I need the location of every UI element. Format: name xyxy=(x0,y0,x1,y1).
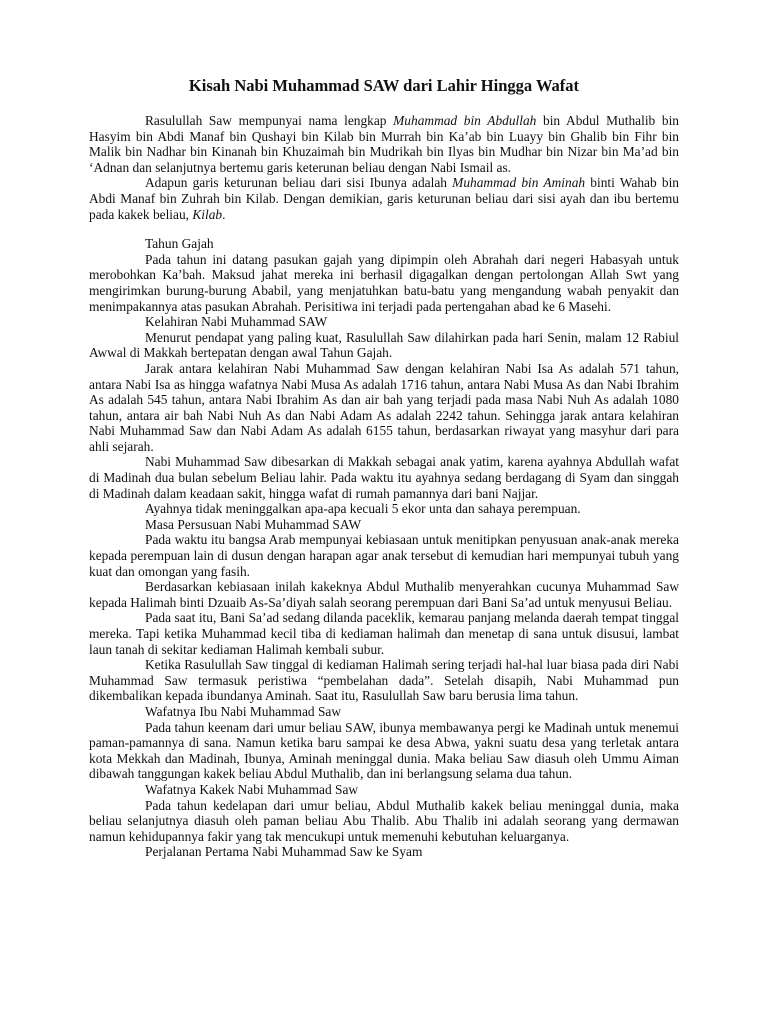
heading-tahun-gajah: Tahun Gajah xyxy=(145,236,214,252)
heading-persusuan: Masa Persusuan Nabi Muhammad SAW xyxy=(145,516,362,532)
emphasis-kilab: Kilab xyxy=(192,206,223,222)
heading-perjalanan-syam: Perjalanan Pertama Nabi Muhammad Saw ke Syam xyxy=(145,844,423,860)
paragraph-warisan: Ayahnya tidak meninggalkan apa-apa kecuali 5 ekor unta dan sahaya perempuan. xyxy=(145,501,581,517)
paragraph-lineage-mother: Adapun garis keturunan beliau dari sisi Ibunya adalah Muhammad bin Aminah binti Wahab bin Abdi Manaf bin Zuhrah bin Kilab. Dengan demikian, garis keturunan beliau dari sisi ayah dan ibu bertemu pada kakek beliau, Kilab. xyxy=(89,175,679,222)
heading-wafat-kakek: Wafatnya Kakek Nabi Muhammad Saw xyxy=(145,781,359,797)
paragraph-tahun-gajah: Pada tahun ini datang pasukan gajah yang dipimpin oleh Abrahah dari negeri Habasyah untuk merobohkan Ka’bah. Maksud jahat mereka ini berhasil digagalkan dengan pertolongan Allah Swt yang mengirimkan burung-burung Ababil, yang menjatuhkan batu-batu yang mengandung wabah penyakit dan menimpakannya atas pasukan Abrahah. Perisitiwa ini terjadi pada pertengahan abad ke 6 Masehi. xyxy=(89,251,679,314)
heading-wafat-ibu: Wafatnya Ibu Nabi Muhammad Saw xyxy=(145,703,342,719)
emphasis-full-name: Muhammad bin Abdullah xyxy=(393,113,537,128)
paragraph-jarak-kelahiran: Jarak antara kelahiran Nabi Muhammad Saw dengan kelahiran Nabi Isa As adalah 571 tahun, antara Nabi Isa as hingga wafatnya Nabi Musa As adalah 1716 tahun, antara Nabi Musa As dan Nabi Ibrahim As adalah 545 tahun, antara Nabi Ibrahim As dan air bah yang terjadi pada masa Nabi Nuh As adalah 1080 tahun, antara air bah Nabi Nuh As dan Nabi Adam As adalah 2242 tahun. Sehingga jarak antara kelahiran Nabi Muhammad Saw dan Nabi Adam As adalah 6155 tahun, berdasarkan riwayat yang masyhur dari para ahli sejarah. xyxy=(89,360,679,454)
paragraph-kelahiran: Menurut pendapat yang paling kuat, Rasulullah Saw dilahirkan pada hari Senin, malam 12 Rabiul Awwal di Makkah bertepatan dengan awal Tahun Gajah. xyxy=(89,329,679,361)
spacer xyxy=(89,222,679,236)
paragraph-lineage-father: Rasulullah Saw mempunyai nama lengkap Muhammad bin Abdullah bin Abdul Muthalib bin Hasyim bin Abdi Manaf bin Qushayi bin Kilab bin Murrah bin Ka’ab bin Luayy bin Ghalib bin Fihr bin Malik bin Nadhar bin Kinanah bin Khuzaimah bin Mudrikah bin Ilyas bin Mudhar bin Nizar bin Ma’ad bin ‘Adnan dan selanjutnya bertemu garis keterunan beliau dengan Nabi Ismail as. xyxy=(89,113,679,175)
paragraph-pembelahan-dada: Ketika Rasulullah Saw tinggal di kediaman Halimah sering terjadi hal-hal luar biasa pada diri Nabi Muhammad Saw termasuk peristiwa “pembelahan dada”. Setelah disapih, Nabi Muhammad pun dikembalikan kepada ibundanya Aminah. Saat itu, Rasulullah Saw baru berusia lima tahun. xyxy=(89,657,679,704)
heading-kelahiran: Kelahiran Nabi Muhammad SAW xyxy=(145,314,328,330)
paragraph-wafat-kakek: Pada tahun kedelapan dari umur beliau, Abdul Muthalib kakek beliau meninggal dunia, maka beliau selanjutnya diasuh oleh paman beliau Abu Thalib. Abu Thalib ini adalah seorang yang dermawan namun kehidupannya fakir yang tak mencukupi untuk memenuhi kebutuhan keluarganya. xyxy=(89,797,679,844)
emphasis-mother-name: Muhammad bin Aminah xyxy=(452,175,586,191)
paragraph-halimah: Berdasarkan kebiasaan inilah kakeknya Abdul Muthalib menyerahkan cucunya Muhammad Saw kepada Halimah binti Dzuaib As-Sa’diyah salah seorang perempuan dari Bani Sa’ad untuk menyusui Beliau. xyxy=(89,579,679,610)
paragraph-bani-saad: Pada saat itu, Bani Sa’ad sedang dilanda paceklik, kemarau panjang melanda daerah tempat tinggal mereka. Tapi ketika Muhammad kecil tiba di kediaman halimah dan menetap di sana untuk disusui, lambat laun tanah di sekitar kediaman Halimah kembali subur. xyxy=(89,610,679,657)
page-title: Kisah Nabi Muhammad SAW dari Lahir Hingga Wafat xyxy=(188,76,580,95)
paragraph-kebiasaan-arab: Pada waktu itu bangsa Arab mempunyai kebiasaan untuk menitipkan penyusuan anak-anak mereka kepada perempuan lain di dusun dengan harapan agar anak tersebut di kemudian hari mempunyai tubuh yang kuat dan omongan yang fasih. xyxy=(89,532,679,579)
paragraph-yatim: Nabi Muhammad Saw dibesarkan di Makkah sebagai anak yatim, karena ayahnya Abdullah wafat di Madinah dua bulan sebelum Beliau lahir. Pada waktu itu ayahnya sedang berdagang di Syam dan singgah di Madinah dalam keadaan sakit, hingga wafat di rumah pamannya dari bani Najjar. xyxy=(89,454,679,501)
paragraph-wafat-ibu: Pada tahun keenam dari umur beliau SAW, ibunya membawanya pergi ke Madinah untuk menemui paman-pamannya di sana. Namun ketika baru sampai ke desa Abwa, yakni suatu desa yang terletak antara kota Mekkah dan Madinah, Ibunya, Aminah meninggal dunia. Maka beliau Saw diasuh oleh Ummu Aiman dibawah tanggungan kakek beliau Abdul Muthalib, dan ini berlangsung selama dua tahun. xyxy=(89,719,679,782)
